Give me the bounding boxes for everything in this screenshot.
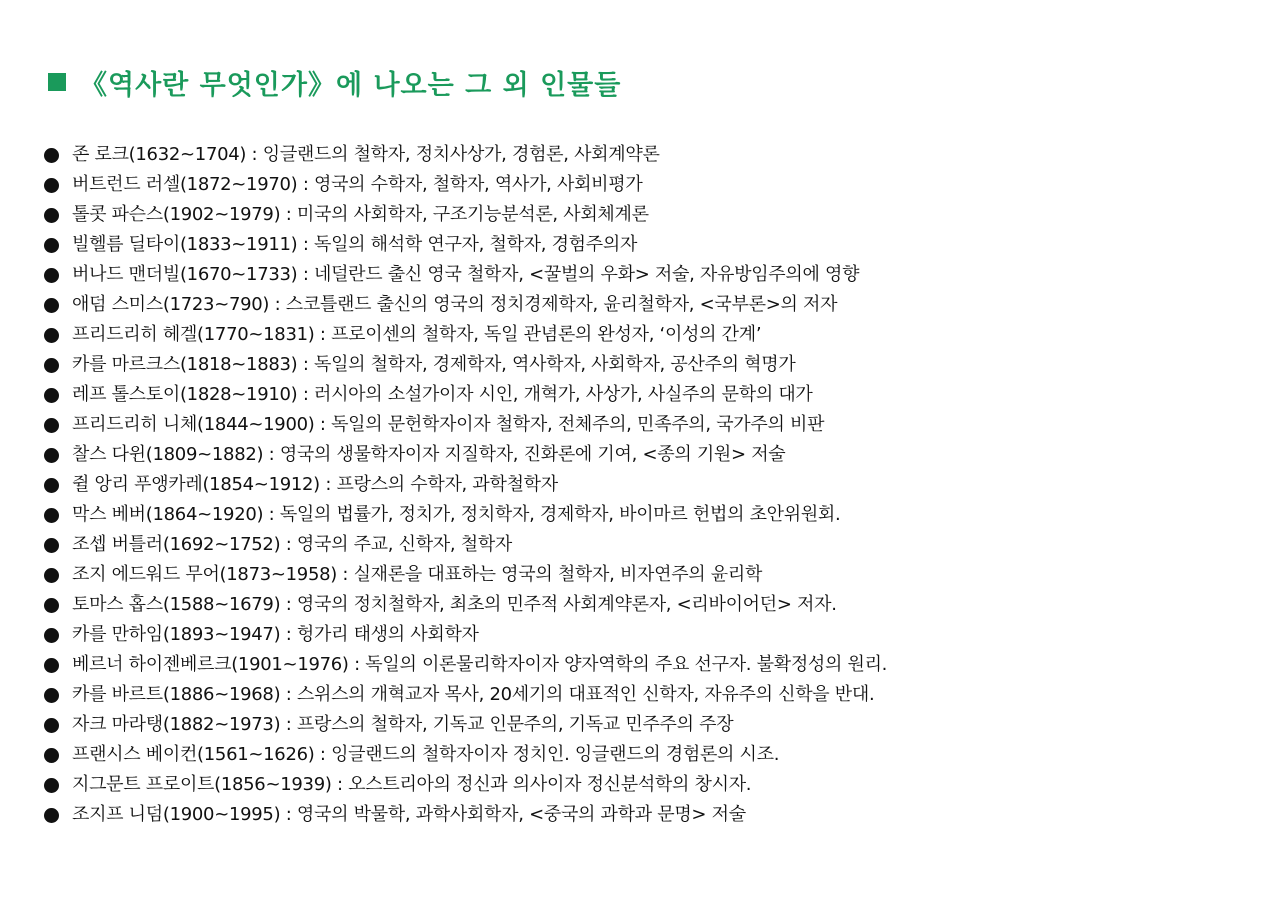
list-item	[44, 140, 1244, 170]
person-description: 프랜시스 베이컨(1561~1626) : 잉글랜드의 철학자이자 정치인. 잉글랜드의 경험론의 시조.	[72, 744, 780, 765]
bullet-icon	[44, 718, 59, 733]
person-description: 지그문트 프로이트(1856~1939) : 오스트리아의 정신과 의사이자 정신분석학의 창시자.	[72, 774, 752, 795]
bullet-icon	[44, 328, 59, 343]
person-description: 찰스 다윈(1809~1882) : 영국의 생물학자이자 지질학자, 진화론에 기여, <종의 기원> 저술	[72, 444, 786, 465]
person-description: 조셉 버틀러(1692~1752) : 영국의 주교, 신학자, 철학자	[72, 534, 512, 555]
list-item	[44, 500, 1244, 530]
bullet-icon	[44, 208, 59, 223]
list-item	[44, 170, 1244, 200]
list-item	[44, 740, 1244, 770]
bullet-icon	[44, 268, 59, 283]
list-item	[44, 320, 1244, 350]
list-item	[44, 350, 1244, 380]
list-item	[44, 470, 1244, 500]
bullet-icon	[44, 418, 59, 433]
list-item	[44, 410, 1244, 440]
person-description: 쥘 앙리 푸앵카레(1854~1912) : 프랑스의 수학자, 과학철학자	[72, 474, 558, 495]
person-description: 조지 에드워드 무어(1873~1958) : 실재론을 대표하는 영국의 철학자, 비자연주의 윤리학	[72, 564, 763, 585]
bullet-icon	[44, 508, 59, 523]
list-item	[44, 380, 1244, 410]
bullet-icon	[44, 538, 59, 553]
list-item	[44, 260, 1244, 290]
bullet-icon	[44, 628, 59, 643]
list-item	[44, 590, 1244, 620]
person-description: 레프 톨스토이(1828~1910) : 러시아의 소설가이자 시인, 개혁가, 사상가, 사실주의 문학의 대가	[72, 384, 813, 405]
person-description: 막스 베버(1864~1920) : 독일의 법률가, 정치가, 정치학자, 경제학자, 바이마르 헌법의 초안위원회.	[72, 504, 841, 525]
bullet-icon	[44, 448, 59, 463]
bullet-icon	[44, 598, 59, 613]
section-heading	[48, 62, 621, 102]
list-item	[44, 620, 1244, 650]
list-item	[44, 560, 1244, 590]
bullet-icon	[44, 238, 59, 253]
list-item	[44, 530, 1244, 560]
list-item	[44, 800, 1244, 830]
bullet-icon	[44, 358, 59, 373]
list-item	[44, 200, 1244, 230]
list-item	[44, 230, 1244, 260]
bullet-icon	[44, 148, 59, 163]
list-item	[44, 710, 1244, 740]
person-description: 카를 마르크스(1818~1883) : 독일의 철학자, 경제학자, 역사학자, 사회학자, 공산주의 혁명가	[72, 354, 796, 375]
bullet-icon	[44, 388, 59, 403]
person-description: 애덤 스미스(1723~790) : 스코틀랜드 출신의 영국의 정치경제학자, 윤리철학자, <국부론>의 저자	[72, 294, 838, 315]
bullet-icon	[44, 298, 59, 313]
heading-title: 《역사란 무엇인가》에 나오는 그 외 인물들	[80, 69, 622, 101]
person-description: 카를 바르트(1886~1968) : 스위스의 개혁교자 목사, 20세기의 대표적인 신학자, 자유주의 신학을 반대.	[72, 684, 875, 705]
people-list	[44, 140, 1244, 830]
person-description: 버나드 맨더빌(1670~1733) : 네덜란드 출신 영국 철학자, <꿀벌의 우화> 저술, 자유방임주의에 영향	[72, 264, 860, 285]
bullet-icon	[44, 178, 59, 193]
person-description: 빌헬름 딜타이(1833~1911) : 독일의 해석학 연구자, 철학자, 경험주의자	[72, 234, 638, 255]
bullet-icon	[44, 778, 59, 793]
square-icon	[48, 73, 66, 91]
list-item	[44, 770, 1244, 800]
person-description: 자크 마라탱(1882~1973) : 프랑스의 철학자, 기독교 인문주의, 기독교 민주주의 주장	[72, 714, 734, 735]
bullet-icon	[44, 478, 59, 493]
list-item	[44, 680, 1244, 710]
person-description: 프리드리히 니체(1844~1900) : 독일의 문헌학자이자 철학자, 전체주의, 민족주의, 국가주의 비판	[72, 414, 825, 435]
bullet-icon	[44, 688, 59, 703]
person-description: 토마스 홉스(1588~1679) : 영국의 정치철학자, 최초의 민주적 사회계약론자, <리바이어던> 저자.	[72, 594, 837, 615]
person-description: 존 로크(1632~1704) : 잉글랜드의 철학자, 정치사상가, 경험론, 사회계약론	[72, 144, 660, 165]
bullet-icon	[44, 658, 59, 673]
person-description: 베르너 하이젠베르크(1901~1976) : 독일의 이론물리학자이자 양자역학의 주요 선구자. 불확정성의 원리.	[72, 654, 888, 675]
bullet-icon	[44, 748, 59, 763]
person-description: 프리드리히 헤겔(1770~1831) : 프로이센의 철학자, 독일 관념론의 완성자, ‘이성의 간계’	[72, 324, 762, 345]
bullet-icon	[44, 808, 59, 823]
list-item	[44, 290, 1244, 320]
list-item	[44, 650, 1244, 680]
bullet-icon	[44, 568, 59, 583]
person-description: 버트런드 러셀(1872~1970) : 영국의 수학자, 철학자, 역사가, 사회비평가	[72, 174, 643, 195]
list-item	[44, 440, 1244, 470]
person-description: 카를 만하임(1893~1947) : 헝가리 태생의 사회학자	[72, 624, 479, 645]
person-description: 톨콧 파슨스(1902~1979) : 미국의 사회학자, 구조기능분석론, 사회체계론	[72, 204, 649, 225]
person-description: 조지프 니덤(1900~1995) : 영국의 박물학, 과학사회학자, <중국의 과학과 문명> 저술	[72, 804, 746, 825]
